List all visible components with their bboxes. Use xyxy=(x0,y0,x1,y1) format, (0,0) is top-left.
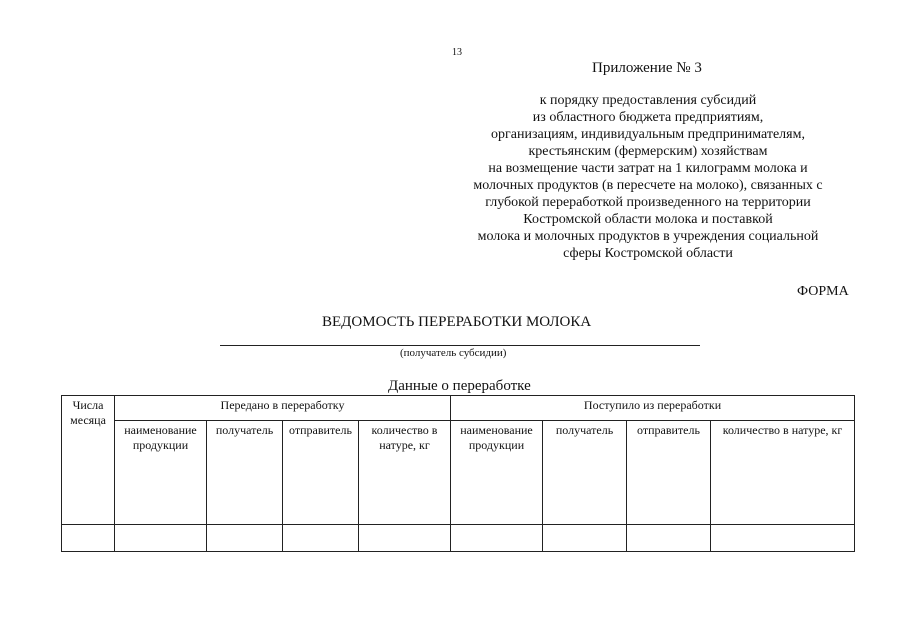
table-cell[interactable] xyxy=(283,525,359,552)
appendix-text xyxy=(448,92,848,262)
table-cell[interactable] xyxy=(627,525,711,552)
appendix-line: на возмещение части затрат на 1 килограмм молока и xyxy=(488,161,808,176)
appendix-line: сферы Костромской области xyxy=(563,246,733,261)
appendix-line: крестьянским (фермерским) хозяйствам xyxy=(528,144,768,159)
date-header: Числа месяца xyxy=(62,396,115,525)
appendix-line: молока и молочных продуктов в учреждения социальной xyxy=(477,229,819,244)
recipient-line xyxy=(220,345,700,346)
sent-column-header: получатель xyxy=(207,421,283,525)
appendix-title: Приложение № 3 xyxy=(592,60,702,76)
appendix-line: к порядку предоставления субсидий xyxy=(539,93,757,108)
table-cell[interactable] xyxy=(359,525,451,552)
table-cell[interactable] xyxy=(115,525,207,552)
table-cell[interactable] xyxy=(543,525,627,552)
received-column-header: отправитель xyxy=(627,421,711,525)
table-cell[interactable] xyxy=(62,525,115,552)
table-caption: Данные о переработке xyxy=(388,378,531,394)
appendix-line: глубокой переработкой произведенного на территории xyxy=(485,195,811,210)
processing-table xyxy=(61,395,855,552)
appendix-line: организациям, индивидуальным предпринимателям, xyxy=(491,127,805,142)
received-column-header: получатель xyxy=(543,421,627,525)
received-column-header: наименование продукции xyxy=(451,421,543,525)
sent-column-header: отправитель xyxy=(283,421,359,525)
table-cell[interactable] xyxy=(207,525,283,552)
page-number: 13 xyxy=(452,47,462,58)
table-cell[interactable] xyxy=(451,525,543,552)
form-label: ФОРМА xyxy=(797,284,849,299)
sent-column-header: наименование продукции xyxy=(115,421,207,525)
recipient-caption: (получатель субсидии) xyxy=(400,347,507,359)
table-cell[interactable] xyxy=(711,525,855,552)
sent-group-header: Передано в переработку xyxy=(115,396,451,421)
appendix-line: молочных продуктов (в пересчете на молоко), связанных с xyxy=(473,178,823,193)
appendix-line: из областного бюджета предприятиям, xyxy=(532,110,764,125)
sent-column-header: количество в натуре, кг xyxy=(359,421,451,525)
received-group-header: Поступило из переработки xyxy=(451,396,855,421)
appendix-line: Костромской области молока и поставкой xyxy=(523,212,773,227)
received-column-header: количество в натуре, кг xyxy=(711,421,855,525)
document-title: ВЕДОМОСТЬ ПЕРЕРАБОТКИ МОЛОКА xyxy=(322,314,592,330)
